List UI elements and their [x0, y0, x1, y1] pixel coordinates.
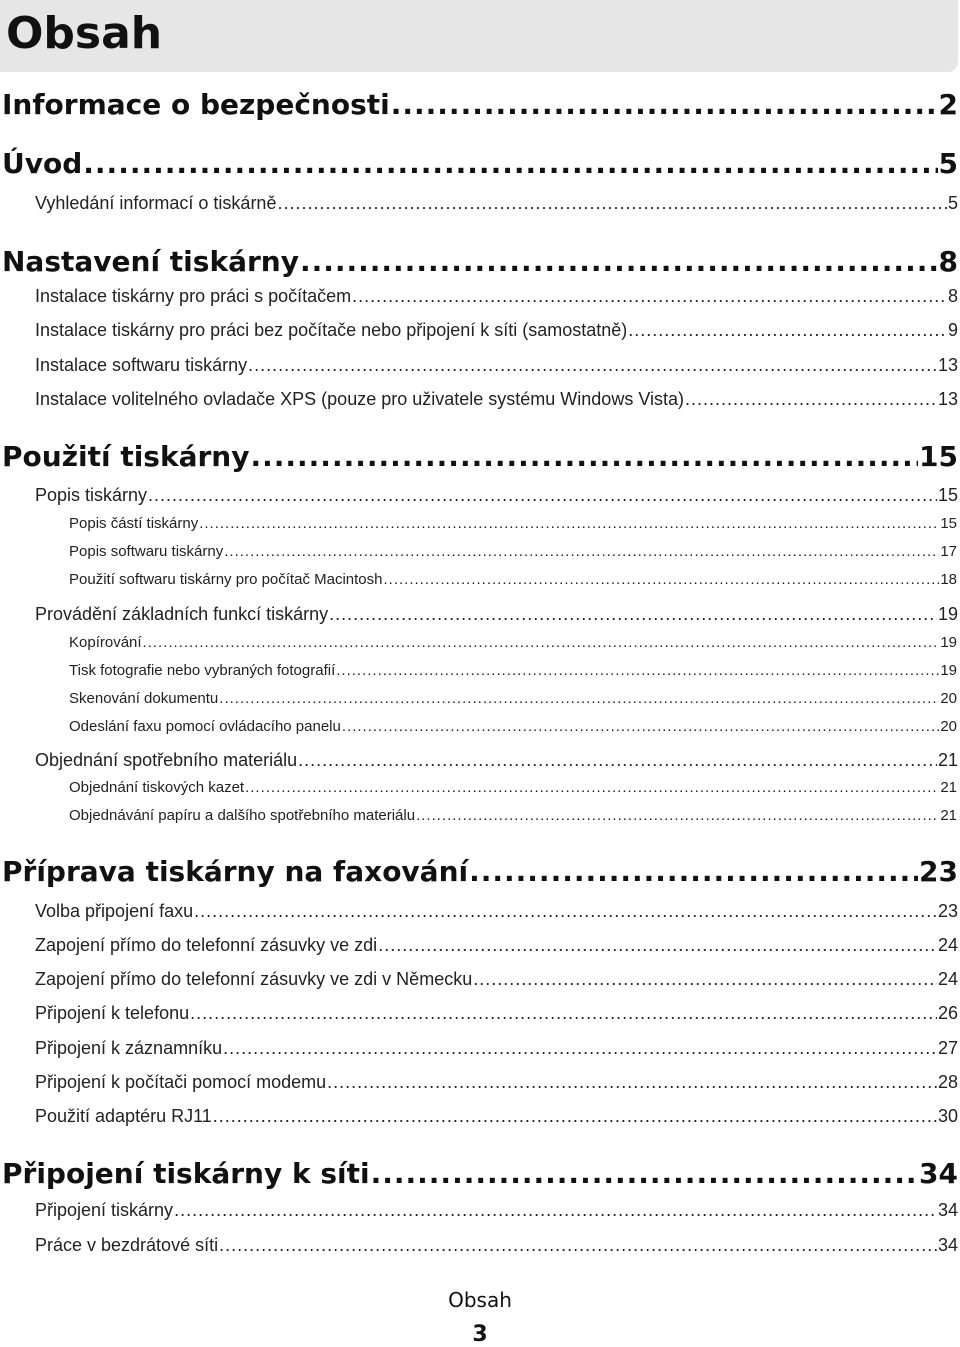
toc-entry-level-3[interactable]	[69, 515, 957, 532]
footer-page-number: 3	[472, 1322, 488, 1347]
toc-entry-page: 30	[937, 1106, 958, 1126]
toc-entry-title: Použití softwaru tiskárny pro počítač Macintosh	[69, 571, 383, 588]
toc-entry-level-2[interactable]	[35, 1200, 958, 1221]
toc-entry-page: 26	[937, 1003, 958, 1023]
toc-dot-leader	[342, 718, 939, 735]
toc-entry-level-1[interactable]	[2, 440, 958, 473]
toc-dot-leader	[352, 286, 947, 307]
toc-entry-title: Připojení k počítači pomocí modemu	[35, 1072, 327, 1092]
toc-dot-leader	[194, 901, 937, 922]
toc-entry-level-3[interactable]	[69, 718, 957, 735]
toc-entry-level-3[interactable]	[69, 807, 957, 824]
toc-dot-leader	[416, 807, 939, 824]
toc-entry-page: 23	[937, 901, 958, 921]
toc-dot-leader	[248, 355, 937, 376]
toc-entry-page: 13	[937, 355, 958, 375]
toc-entry-page: 34	[937, 1235, 958, 1255]
toc-entry-level-1[interactable]	[2, 245, 958, 278]
toc-entry-title: Vyhledání informací o tiskárně	[35, 193, 277, 213]
toc-entry-title: Popis tiskárny	[35, 485, 148, 505]
toc-dot-leader	[473, 969, 937, 990]
toc-entry-title: Instalace softwaru tiskárny	[35, 355, 248, 375]
footer-section-label: Obsah	[448, 1288, 512, 1312]
toc-entry-level-1[interactable]	[2, 1157, 958, 1190]
toc-entry-page: 18	[940, 571, 957, 588]
toc-dot-leader	[199, 515, 939, 532]
toc-dot-leader	[224, 543, 939, 560]
toc-entry-level-2[interactable]	[35, 1003, 958, 1024]
toc-entry-page: 21	[937, 750, 958, 770]
toc-entry-level-2[interactable]	[35, 389, 958, 410]
toc-entry-page: 15	[937, 485, 958, 505]
toc-entry-level-2[interactable]	[35, 1072, 958, 1093]
toc-entry-title: Připojení k telefonu	[35, 1003, 190, 1023]
toc-entry-level-2[interactable]	[35, 1038, 958, 1059]
toc-entry-page: 9	[947, 320, 958, 340]
toc-entry-page: 27	[937, 1038, 958, 1058]
toc-entry-level-2[interactable]	[35, 1235, 958, 1256]
toc-entry-title: Objednávání papíru a dalšího spotřebního materiálu	[69, 807, 416, 824]
toc-entry-level-2[interactable]	[35, 604, 958, 625]
toc-dot-leader	[685, 389, 937, 410]
toc-dot-leader	[245, 779, 939, 796]
toc-dot-leader	[327, 1072, 937, 1093]
toc-entry-title: Kopírování	[69, 634, 142, 651]
toc-entry-level-1[interactable]	[2, 855, 958, 888]
toc-entry-level-2[interactable]	[35, 969, 958, 990]
toc-dot-leader	[219, 690, 939, 707]
toc-dot-leader	[83, 147, 937, 180]
toc-entry-level-1[interactable]	[2, 147, 958, 180]
toc-entry-page: 21	[940, 779, 957, 796]
toc-entry-page: 2	[938, 88, 958, 121]
toc-entry-level-3[interactable]	[69, 634, 957, 651]
toc-entry-title: Připojení tiskárny k síti	[2, 1157, 370, 1190]
toc-entry-page: 13	[937, 389, 958, 409]
toc-entry-title: Použití tiskárny	[2, 440, 250, 473]
toc-entry-title: Provádění základních funkcí tiskárny	[35, 604, 329, 624]
toc-entry-page: 17	[940, 543, 957, 560]
toc-dot-leader	[250, 440, 918, 473]
toc-dot-leader	[148, 485, 937, 506]
toc-entry-level-2[interactable]	[35, 286, 958, 307]
toc-entry-title: Připojení tiskárny	[35, 1200, 174, 1220]
toc-entry-title: Popis částí tiskárny	[69, 515, 199, 532]
title-bar	[0, 0, 958, 72]
toc-entry-page: 15	[940, 515, 957, 532]
toc-dot-leader	[174, 1200, 937, 1221]
toc-entry-page: 20	[940, 718, 957, 735]
toc-entry-page: 8	[947, 286, 958, 306]
toc-entry-title: Objednání spotřebního materiálu	[35, 750, 298, 770]
toc-dot-leader	[277, 193, 947, 214]
toc-entry-level-2[interactable]	[35, 320, 958, 341]
toc-entry-page: 19	[937, 604, 958, 624]
toc-dot-leader	[223, 1038, 937, 1059]
toc-entry-page: 24	[937, 969, 958, 989]
toc-entry-level-3[interactable]	[69, 543, 957, 560]
toc-dot-leader	[298, 750, 937, 771]
toc-entry-title: Připojení k záznamníku	[35, 1038, 223, 1058]
toc-entry-page: 34	[937, 1200, 958, 1220]
page-title: Obsah	[6, 8, 163, 59]
toc-entry-title: Zapojení přímo do telefonní zásuvky ve zdi v Německu	[35, 969, 473, 989]
toc-dot-leader	[378, 935, 937, 956]
toc-dot-leader	[336, 662, 939, 679]
toc-dot-leader	[371, 1157, 918, 1190]
toc-entry-level-2[interactable]	[35, 485, 958, 506]
toc-entry-page: 34	[919, 1157, 958, 1190]
toc-entry-page: 19	[940, 634, 957, 651]
toc-dot-leader	[383, 571, 939, 588]
toc-entry-page: 5	[947, 193, 958, 213]
toc-dot-leader	[143, 634, 940, 651]
toc-entry-level-2[interactable]	[35, 193, 958, 214]
toc-entry-level-3[interactable]	[69, 779, 957, 796]
toc-entry-title: Volba připojení faxu	[35, 901, 194, 921]
toc-entry-level-3[interactable]	[69, 662, 957, 679]
toc-dot-leader	[219, 1235, 937, 1256]
toc-dot-leader	[628, 320, 947, 341]
toc-entry-title: Zapojení přímo do telefonní zásuvky ve zdi	[35, 935, 378, 955]
toc-entry-level-2[interactable]	[35, 750, 958, 771]
toc-entry-page: 23	[919, 855, 958, 888]
toc-dot-leader	[190, 1003, 937, 1024]
toc-entry-page: 24	[937, 935, 958, 955]
toc-entry-title: Skenování dokumentu	[69, 690, 219, 707]
toc-entry-page: 8	[938, 245, 958, 278]
toc-dot-leader	[213, 1106, 937, 1127]
toc-entry-title: Nastavení tiskárny	[2, 245, 299, 278]
toc-dot-leader	[329, 604, 937, 625]
toc-entry-page: 20	[940, 690, 957, 707]
toc-entry-title: Úvod	[2, 147, 83, 180]
toc-entry-level-3[interactable]	[69, 690, 957, 707]
toc-entry-page: 5	[938, 147, 958, 180]
toc-entry-title: Instalace tiskárny pro práci s počítačem	[35, 286, 352, 306]
toc-entry-title: Práce v bezdrátové síti	[35, 1235, 219, 1255]
toc-entry-title: Instalace volitelného ovladače XPS (pouze pro uživatele systému Windows Vista)	[35, 389, 685, 409]
toc-entry-level-2[interactable]	[35, 901, 958, 922]
toc-entry-page: 21	[940, 807, 957, 824]
toc-entry-level-2[interactable]	[35, 1106, 958, 1127]
toc-entry-title: Objednání tiskových kazet	[69, 779, 245, 796]
toc-entry-level-3[interactable]	[69, 571, 957, 588]
toc-entry-page: 28	[937, 1072, 958, 1092]
toc-entry-level-1[interactable]	[2, 88, 958, 121]
toc-entry-title: Použití adaptéru RJ11	[35, 1106, 212, 1126]
toc-entry-title: Instalace tiskárny pro práci bez počítače nebo připojení k síti (samostatně)	[35, 320, 628, 340]
toc-dot-leader	[469, 855, 918, 888]
toc-entry-title: Tisk fotografie nebo vybraných fotografií	[69, 662, 336, 679]
toc-dot-leader	[391, 88, 938, 121]
toc-entry-page: 19	[940, 662, 957, 679]
toc-entry-title: Příprava tiskárny na faxování	[2, 855, 469, 888]
toc-entry-title: Informace o bezpečnosti	[2, 88, 390, 121]
toc-entry-page: 15	[919, 440, 958, 473]
toc-entry-level-2[interactable]	[35, 935, 958, 956]
toc-entry-title: Odeslání faxu pomocí ovládacího panelu	[69, 718, 341, 735]
toc-dot-leader	[300, 245, 938, 278]
toc-entry-level-2[interactable]	[35, 355, 958, 376]
toc-entry-title: Popis softwaru tiskárny	[69, 543, 224, 560]
